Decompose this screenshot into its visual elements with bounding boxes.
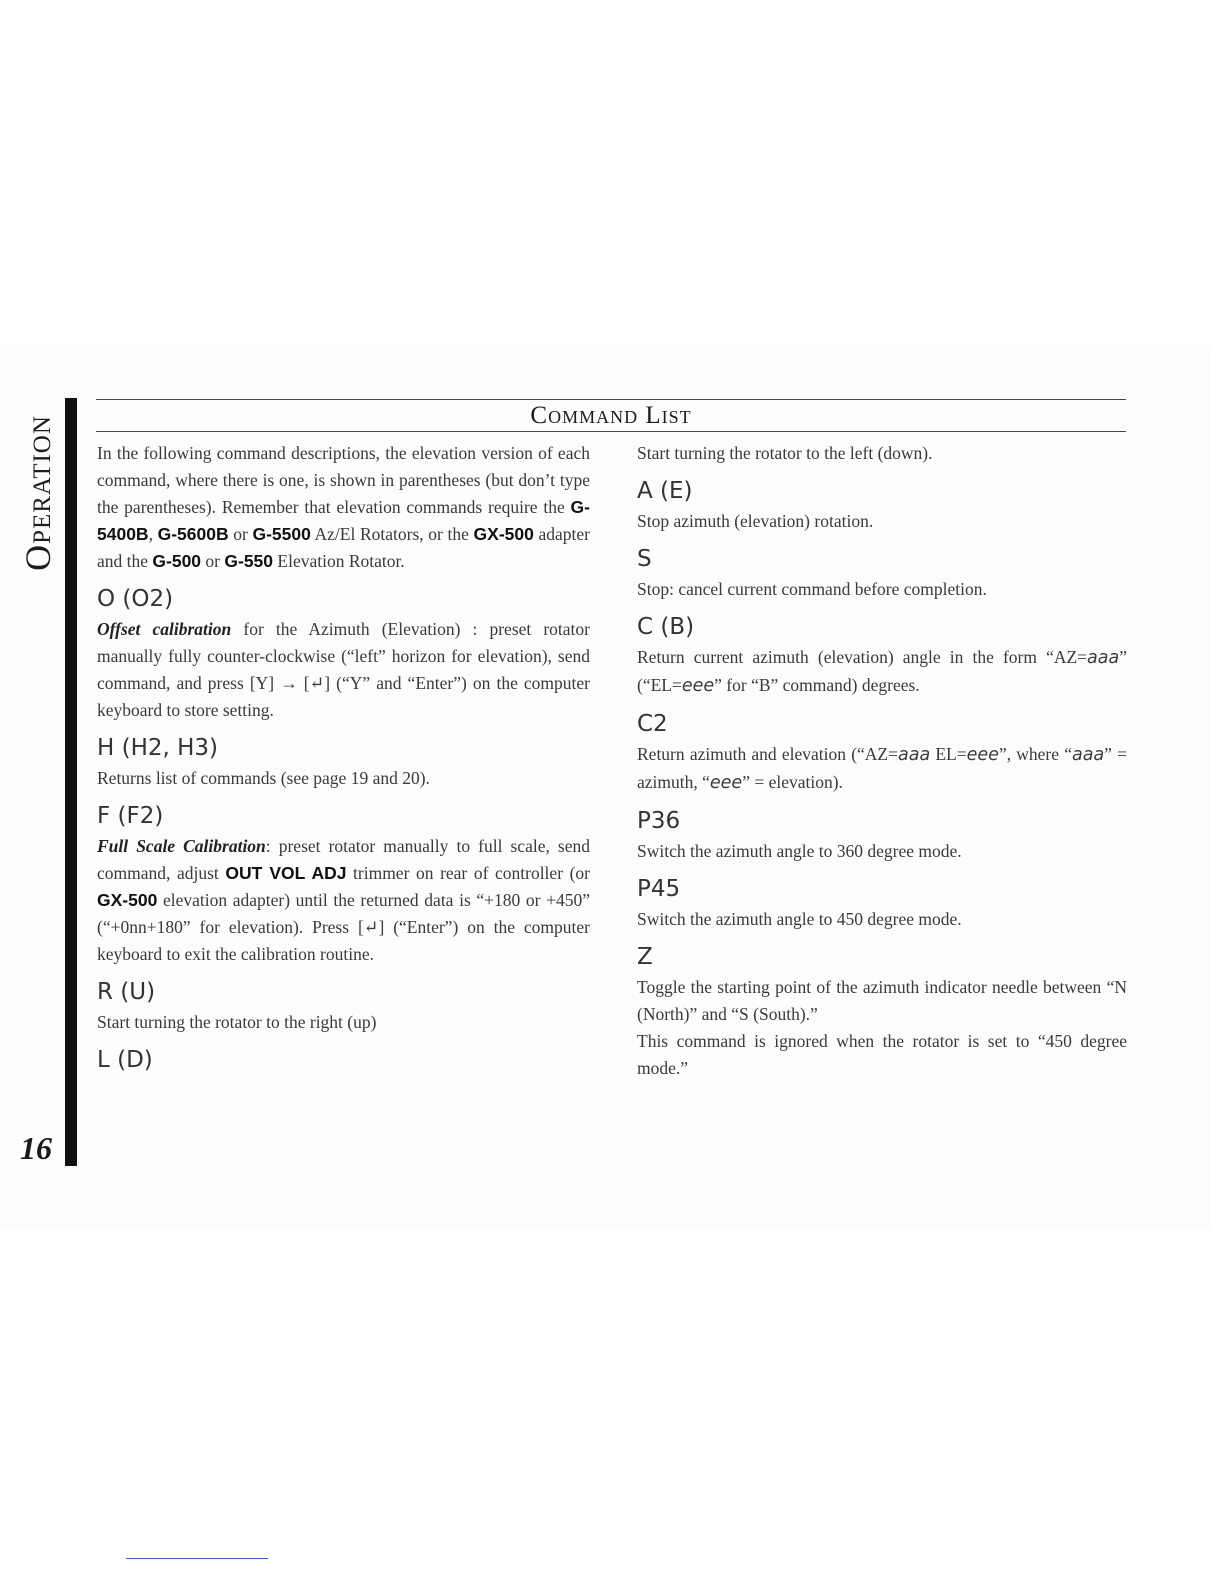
page-header: Command List — [530, 402, 692, 429]
model-g500: G-500 — [152, 551, 202, 571]
command-s-heading: S — [637, 546, 652, 572]
model-gx500: GX-500 — [473, 524, 534, 544]
command-h-heading: H (H2, H3) — [97, 735, 219, 761]
command-o-description — [97, 616, 590, 724]
page-number: 16 — [20, 1130, 52, 1166]
command-o-lead: Offset calibration — [97, 619, 232, 639]
intro-text-6: or — [201, 551, 225, 571]
intro-text-1: In the following command descriptions, the elevation version of each command, where there is one, is shown in parentheses (but don’t type the parentheses). Remember that elevation commands require the — [97, 443, 590, 517]
command-l-heading: L (D) — [97, 1047, 153, 1073]
command-z-description-1: Toggle the starting point of the azimuth indicator needle between “N (North)” and “S (South).” — [637, 977, 1127, 1024]
command-c-description — [637, 644, 1127, 700]
header-rule-top — [96, 399, 1126, 400]
model-g5500: G-5500 — [252, 524, 311, 544]
section-edge-bar — [65, 398, 77, 1166]
intro-paragraph — [97, 440, 590, 575]
command-c2-text-2: EL= — [930, 744, 967, 764]
intro-text-3: or — [228, 524, 253, 544]
command-c2-eee: eee — [966, 745, 999, 765]
command-o-heading: O (O2) — [97, 586, 174, 612]
command-p36-description: Switch the azimuth angle to 360 degree mode. — [637, 841, 962, 861]
command-f-text-2: trimmer on rear of controller (or — [346, 863, 591, 883]
intro-text-2: , — [148, 524, 158, 544]
command-z-description-2: This command is ignored when the rotator is set to “450 degree mode.” — [637, 1031, 1127, 1078]
command-c-text-2: ” (“EL= — [637, 647, 1127, 695]
command-r-description: Start turning the rotator to the right (up) — [97, 1012, 377, 1032]
model-gx500-adapter: GX-500 — [97, 890, 158, 910]
command-c2-text-3: ”, where “ — [998, 744, 1072, 764]
out-vol-adj: OUT VOL ADJ — [225, 863, 347, 883]
command-c2-aaa-2: aaa — [1072, 745, 1105, 765]
command-p36-heading: P36 — [637, 808, 681, 834]
side-title-text: Operation — [18, 415, 58, 571]
header-rule-bottom — [96, 431, 1126, 432]
intro-text-7: Elevation Rotator. — [273, 551, 405, 571]
command-f-description — [97, 833, 590, 968]
command-f-text-1: : preset rotator manually to full scale, send command, adjust — [97, 836, 590, 883]
command-f-lead: Full Scale Calibration — [97, 836, 266, 856]
command-o-text: for the Azimuth (Elevation) : preset rotator manually fully counter-clockwise (“left” horizon for elevation), send command, and press [Y] → [↵] (“Y” and “Enter”) on the computer keyboard to store setting. — [97, 619, 590, 720]
model-g5600b: G-5600B — [157, 524, 229, 544]
command-c-aaa: aaa — [1087, 648, 1120, 668]
command-c2-text-5: ” = elevation). — [742, 772, 843, 792]
command-c2-description — [637, 741, 1127, 797]
intro-text-4: Az/El Rotators, or the — [310, 524, 474, 544]
command-c2-text-1: Return azimuth and elevation (“AZ= — [637, 744, 898, 764]
command-a-description: Stop azimuth (elevation) rotation. — [637, 511, 874, 531]
section-side-title — [17, 398, 59, 588]
command-h-description: Returns list of commands (see page 19 and 20). — [97, 768, 430, 788]
command-c-heading: C (B) — [637, 614, 695, 640]
command-f-text-3: elevation adapter) until the returned data is “+180 or +450” (“+0nn+180” for elevation). Press [↵] (“Enter”) on the computer keyboard to exit the calibration routine. — [97, 890, 590, 964]
command-c2-aaa: aaa — [898, 745, 931, 765]
command-c-text-3: ” for “B” command) degrees. — [714, 675, 920, 695]
command-l-description: Start turning the rotator to the left (down). — [637, 443, 933, 463]
intro-text-5: adapter and the — [97, 524, 590, 571]
command-p45-description: Switch the azimuth angle to 450 degree mode. — [637, 909, 962, 929]
command-c2-text-4: ” = azimuth, “ — [637, 744, 1128, 792]
command-r-heading: R (U) — [97, 979, 156, 1005]
command-f-heading: F (F2) — [97, 803, 164, 829]
command-c2-heading: C2 — [637, 711, 668, 737]
command-s-description: Stop: cancel current command before completion. — [637, 579, 987, 599]
right-column — [637, 440, 1127, 1082]
command-c2-eee-2: eee — [709, 773, 743, 793]
model-g5400b: G-5400B — [97, 497, 590, 544]
left-column — [97, 440, 590, 1077]
command-p45-heading: P45 — [637, 876, 681, 902]
model-g550: G-550 — [224, 551, 274, 571]
command-a-heading: A (E) — [637, 478, 693, 504]
command-c-eee: eee — [681, 676, 715, 696]
command-z-heading: Z — [637, 944, 653, 970]
command-c-text-1: Return current azimuth (elevation) angle in the form “AZ= — [637, 647, 1088, 667]
bottom-scan-line — [126, 1558, 268, 1559]
